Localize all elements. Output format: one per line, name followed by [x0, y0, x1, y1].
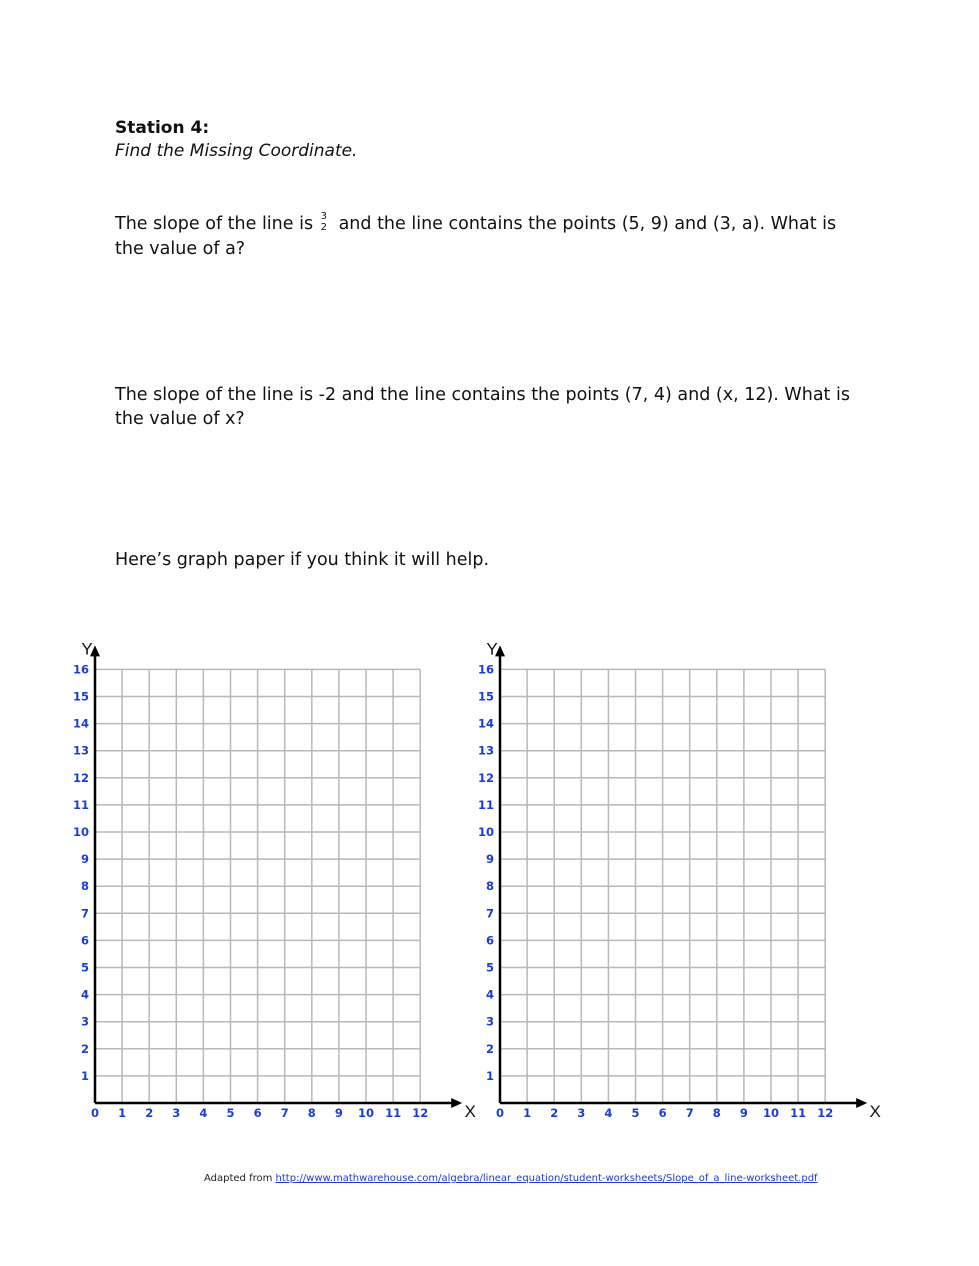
y-tick-label: 16: [477, 662, 494, 677]
question-1-after: and the line contains the points (5, 9) and (3, a). What is the value of a?: [115, 214, 837, 259]
y-tick-label: 3: [80, 1014, 89, 1029]
source-link[interactable]: http://www.mathwarehouse.com/algebra/linear_equation/student-worksheets/Slope_of_a_line-worksheet.pdf: [275, 1173, 818, 1184]
x-tick-label: 6: [658, 1106, 667, 1120]
graph-paper-right: [475, 636, 881, 1126]
x-tick-label: 1: [118, 1106, 127, 1120]
x-axis-arrow: [856, 1098, 867, 1108]
x-tick-label: 5: [226, 1106, 235, 1120]
x-tick-label: 10: [357, 1106, 375, 1120]
y-tick-label: 7: [80, 906, 89, 921]
y-tick-label: 11: [72, 797, 89, 812]
y-tick-label: 10: [477, 825, 494, 839]
y-tick-label: 14: [72, 716, 89, 731]
x-tick-label: 12: [412, 1106, 429, 1120]
x-tick-label: 0: [495, 1106, 505, 1120]
y-tick-label: 14: [477, 716, 494, 731]
x-axis-arrow: [451, 1098, 462, 1108]
x-tick-label: 8: [712, 1106, 721, 1120]
y-tick-label: 1: [80, 1068, 89, 1083]
x-tick-label: 9: [334, 1106, 343, 1120]
station-subtitle: Find the Missing Coordinate.: [115, 141, 358, 161]
x-tick-label: 10: [762, 1106, 780, 1120]
y-tick-label: 8: [80, 879, 89, 894]
x-tick-label: 7: [280, 1106, 289, 1120]
helper-text: Here’s graph paper if you think it will help.: [115, 550, 490, 570]
y-tick-label: 10: [72, 825, 89, 839]
question-1: [115, 212, 867, 262]
y-tick-label: 3: [485, 1014, 494, 1029]
x-tick-label: 12: [817, 1106, 834, 1120]
fraction-numerator: 3: [320, 211, 328, 222]
x-tick-label: 6: [253, 1106, 262, 1120]
graph-paper-left: [70, 636, 476, 1126]
y-axis-label: Y: [81, 639, 93, 659]
y-tick-label: 5: [80, 960, 89, 975]
x-tick-label: 8: [307, 1106, 316, 1120]
question-1-before: The slope of the line is: [115, 214, 319, 234]
y-tick-label: 16: [72, 662, 89, 677]
y-tick-label: 11: [477, 797, 494, 812]
x-tick-label: 4: [604, 1106, 613, 1120]
fraction-denominator: 2: [320, 222, 328, 233]
x-tick-label: 11: [385, 1106, 402, 1120]
y-tick-label: 5: [485, 960, 494, 975]
y-tick-label: 15: [477, 689, 494, 704]
y-tick-label: 12: [72, 770, 89, 785]
y-tick-label: 7: [485, 906, 494, 921]
y-tick-label: 15: [72, 689, 89, 704]
x-tick-label: 3: [577, 1106, 586, 1120]
x-tick-label: 7: [685, 1106, 694, 1120]
y-tick-label: 13: [477, 743, 494, 758]
slope-fraction: [321, 211, 327, 233]
x-tick-label: 2: [145, 1106, 154, 1120]
x-tick-label: 3: [172, 1106, 181, 1120]
y-axis-label: Y: [486, 639, 498, 659]
credit-prefix: Adapted from: [204, 1173, 276, 1184]
x-tick-label: 0: [90, 1106, 100, 1120]
x-tick-label: 11: [790, 1106, 807, 1120]
y-tick-label: 4: [485, 987, 494, 1002]
x-tick-label: 2: [550, 1106, 559, 1120]
y-tick-label: 2: [80, 1041, 89, 1056]
x-tick-label: 9: [739, 1106, 748, 1120]
x-axis-label: X: [869, 1102, 881, 1121]
question-2: The slope of the line is -2 and the line contains the points (7, 4) and (x, 12). What is the value of x?: [115, 385, 850, 429]
y-tick-label: 13: [72, 743, 89, 758]
y-tick-label: 12: [477, 770, 494, 785]
source-credit: [204, 1173, 818, 1184]
y-tick-label: 6: [80, 933, 89, 948]
y-tick-label: 9: [485, 852, 494, 867]
x-axis-label: X: [464, 1102, 476, 1121]
station-title: Station 4:: [115, 118, 210, 138]
y-tick-label: 2: [485, 1041, 494, 1056]
x-tick-label: 1: [523, 1106, 532, 1120]
y-tick-label: 1: [485, 1068, 494, 1083]
x-tick-label: 5: [631, 1106, 640, 1120]
y-tick-label: 4: [80, 987, 89, 1002]
x-tick-label: 4: [199, 1106, 208, 1120]
y-tick-label: 6: [485, 933, 494, 948]
y-tick-label: 8: [485, 879, 494, 894]
y-tick-label: 9: [80, 852, 89, 867]
